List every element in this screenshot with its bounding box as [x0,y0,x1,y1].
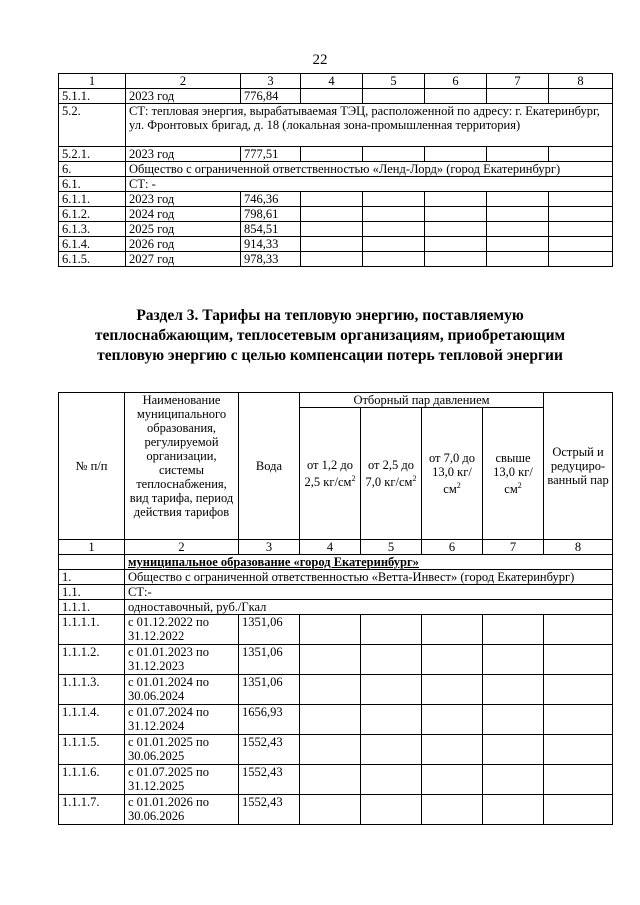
row-label: 2025 год [126,222,241,237]
system-row [59,585,613,600]
col-3: 3 [239,540,300,555]
period: с 01.07.2024 по 31.12.2024 [125,705,239,735]
row-num: 6.1.1. [59,192,126,207]
row-num: 6.1. [59,177,126,192]
row-span-text: СТ: тепловая энергия, вырабатываемая ТЭЦ, расположенной по адресу: г. Екатеринбург, ул. Фронтовых бригад, д. 18 (локальная зона-промышленная территория) [126,104,613,147]
row-num: 1.1.1.4. [59,705,125,735]
row-num: 1.1. [59,585,125,600]
col-name-header: Наименование муниципального образования, регулируемой организации, системы теплоснабжения, вид тарифа, период действия тарифов [125,393,239,540]
water-value: 1351,06 [239,645,300,675]
header-row [59,393,613,408]
steam-col-4: свыше 13,0 $кг/см^2$ [483,408,544,540]
row-num: 1.1.1.1. [59,615,125,645]
row-num: 1.1.1.2. [59,645,125,675]
row-num: 5.2. [59,104,126,147]
col-3: 3 [241,74,301,89]
col-water-header: Вода [239,393,300,540]
row-value: 746,36 [241,192,301,207]
row-value: 854,51 [241,222,301,237]
period: с 01.01.2024 по 30.06.2024 [125,675,239,705]
row-num: 6. [59,162,126,177]
table-row [59,252,613,267]
column-number-row [59,540,613,555]
column-number-row [59,74,613,89]
steam-group-header: Отборный пар давлением [300,393,544,408]
municipality-row [59,555,613,570]
row-value: 776,84 [241,89,301,104]
col-8: 8 [544,540,613,555]
table-row [59,675,613,705]
water-value: 1656,93 [239,705,300,735]
row-num: 1.1.1.7. [59,795,125,825]
col-4: 4 [300,540,361,555]
row-span-text: СТ: - [126,177,613,192]
water-value: 1552,43 [239,765,300,795]
table-row [59,162,613,177]
row-num: 1.1.1.5. [59,735,125,765]
row-value: 777,51 [241,147,301,162]
table-row [59,192,613,207]
row-value: 798,61 [241,207,301,222]
organization-name: Общество с ограниченной ответственностью «Ветта-Инвест» (город Екатеринбург) [125,570,613,585]
col-sharp-steam-header: Острый и редуциро-ванный пар [544,393,613,540]
table-row [59,89,613,104]
section-heading: Раздел 3. Тарифы на тепловую энергию, поставляемую теплоснабжающим, теплосетевым организациям, приобретающим тепловую энергию с целью компенсации потерь тепловой энергии [94,307,566,364]
table-row [59,177,613,192]
tariff-type-row [59,600,613,615]
table-row [59,104,613,147]
row-num: 6.1.4. [59,237,126,252]
table-row [59,735,613,765]
tariff-table-continued [58,73,613,267]
steam-col-2: от 2,5 до 7,0 $кг/см^2$ [361,408,422,540]
row-span-text: Общество с ограниченной ответственностью «Ленд-Лорд» (город Екатеринбург) [126,162,613,177]
col-2: 2 [125,540,239,555]
table-row [59,207,613,222]
table-row [59,645,613,675]
page-number: 22 [312,52,328,68]
steam-col-1: от 1,2 до 2,5 $кг/см^2$ [300,408,361,540]
period: с 01.12.2022 по 31.12.2022 [125,615,239,645]
col-5: 5 [363,74,425,89]
row-label: 2026 год [126,237,241,252]
col-6: 6 [422,540,483,555]
row-label: 2023 год [126,89,241,104]
row-num: 6.1.3. [59,222,126,237]
col-1: 1 [59,540,125,555]
row-value: 914,33 [241,237,301,252]
water-value: 1552,43 [239,795,300,825]
table-row [59,705,613,735]
col-num-header: № п/п [59,393,125,540]
col-1: 1 [59,74,126,89]
col-6: 6 [425,74,487,89]
row-num: 5.1.1. [59,89,126,104]
tariff-type: одноставочный, руб./Гкал [125,600,613,615]
system-name: СТ:- [125,585,613,600]
row-num: 1.1.1. [59,600,125,615]
row-num: 1.1.1.6. [59,765,125,795]
municipality-name: муниципальное образование «город Екатеринбург» [125,555,613,570]
water-value: 1351,06 [239,615,300,645]
section3-tariff-table [58,392,613,825]
period: с 01.01.2025 по 30.06.2025 [125,735,239,765]
col-7: 7 [483,540,544,555]
table-row [59,795,613,825]
table-row [59,147,613,162]
col-5: 5 [361,540,422,555]
table-row [59,237,613,252]
table-row [59,615,613,645]
col-2: 2 [126,74,241,89]
row-label: 2023 год [126,147,241,162]
row-num: 1. [59,570,125,585]
period: с 01.01.2023 по 31.12.2023 [125,645,239,675]
col-4: 4 [301,74,363,89]
period: с 01.01.2026 по 30.06.2026 [125,795,239,825]
steam-col-3: от 7,0 до 13,0 $кг/см^2$ [422,408,483,540]
water-value: 1351,06 [239,675,300,705]
row-num: 6.1.2. [59,207,126,222]
table-row [59,222,613,237]
row-label: 2027 год [126,252,241,267]
col-7: 7 [487,74,549,89]
table-row [59,765,613,795]
organization-row [59,570,613,585]
row-num: 1.1.1.3. [59,675,125,705]
period: с 01.07.2025 по 31.12.2025 [125,765,239,795]
row-label: 2024 год [126,207,241,222]
row-label: 2023 год [126,192,241,207]
row-value: 978,33 [241,252,301,267]
col-8: 8 [549,74,613,89]
row-num: 6.1.5. [59,252,126,267]
row-num: 5.2.1. [59,147,126,162]
water-value: 1552,43 [239,735,300,765]
